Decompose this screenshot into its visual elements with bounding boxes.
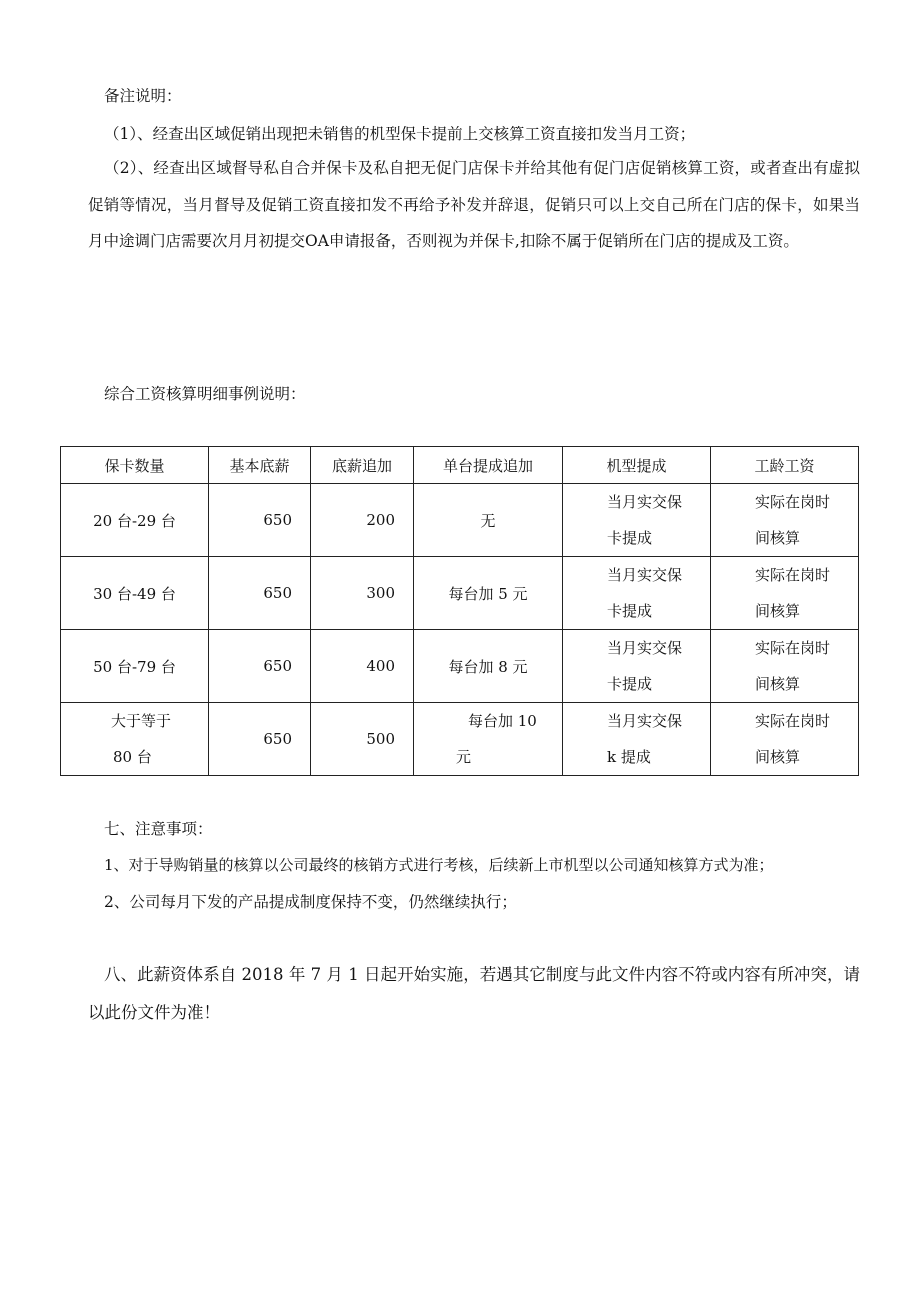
cell-salary-addition: 500 bbox=[311, 703, 414, 776]
cell-text: 间核算 bbox=[755, 675, 801, 693]
cell-unit-commission bbox=[414, 557, 563, 630]
cell-text: 卡提成 bbox=[607, 602, 653, 620]
cell-text: 间核算 bbox=[755, 529, 801, 547]
cell-text: 20 台-29 台 bbox=[93, 511, 176, 530]
section7-title: 七、注意事项： bbox=[104, 820, 213, 838]
section7-item-1: 1、对于导购销量的核算以公司最终的核销方式进行考核，后续新上市机型以公司通知核算方式为准； bbox=[104, 856, 774, 874]
cell-text: 实际在岗时 bbox=[755, 712, 831, 730]
cell-text: 80 台 bbox=[113, 748, 152, 766]
cell-salary-addition: 200 bbox=[311, 484, 414, 557]
cell-base-salary: 650 bbox=[209, 484, 311, 557]
cell-model-commission bbox=[563, 630, 711, 703]
cell-text: 无 bbox=[480, 511, 496, 530]
header-salary-addition: 底薪追加 bbox=[311, 447, 414, 484]
cell-salary-addition: 400 bbox=[311, 630, 414, 703]
cell-unit-commission bbox=[414, 703, 563, 776]
cell-seniority-pay bbox=[711, 557, 859, 630]
table-row bbox=[61, 630, 859, 703]
cell-text: 实际在岗时 bbox=[755, 493, 831, 511]
cell-unit-commission bbox=[414, 630, 563, 703]
table-row bbox=[61, 703, 859, 776]
notes-item-1: （1）、经查出区域促销出现把未销售的机型保卡提前上交核算工资直接扣发当月工资； bbox=[104, 125, 696, 143]
notes-title: 备注说明： bbox=[104, 87, 182, 105]
cell-text: 大于等于 bbox=[111, 712, 172, 730]
example-title: 综合工资核算明细事例说明： bbox=[104, 385, 306, 403]
cell-text: 当月实交保 bbox=[607, 493, 683, 511]
cell-seniority-pay bbox=[711, 484, 859, 557]
table-row bbox=[61, 557, 859, 630]
cell-card-count bbox=[61, 630, 209, 703]
table-row bbox=[61, 484, 859, 557]
cell-text: k 提成 bbox=[607, 748, 651, 766]
cell-base-salary: 650 bbox=[209, 703, 311, 776]
cell-text: 当月实交保 bbox=[607, 566, 683, 584]
cell-text: 每台加 8 元 bbox=[448, 657, 528, 676]
cell-base-salary: 650 bbox=[209, 630, 311, 703]
cell-text: 50 台-79 台 bbox=[93, 657, 176, 676]
cell-text: 每台加 5 元 bbox=[448, 584, 528, 603]
cell-salary-addition: 300 bbox=[311, 557, 414, 630]
cell-text: 卡提成 bbox=[607, 675, 653, 693]
cell-text: 间核算 bbox=[755, 748, 801, 766]
cell-seniority-pay bbox=[711, 630, 859, 703]
cell-model-commission bbox=[563, 557, 711, 630]
table-header-row bbox=[61, 447, 859, 484]
cell-text: 间核算 bbox=[755, 602, 801, 620]
cell-text: 卡提成 bbox=[607, 529, 653, 547]
header-unit-commission: 单台提成追加 bbox=[414, 447, 563, 484]
header-model-commission: 机型提成 bbox=[563, 447, 711, 484]
cell-text: 实际在岗时 bbox=[755, 566, 831, 584]
header-seniority-pay: 工龄工资 bbox=[711, 447, 859, 484]
cell-text: 30 台-49 台 bbox=[93, 584, 176, 603]
cell-card-count bbox=[61, 557, 209, 630]
cell-model-commission bbox=[563, 703, 711, 776]
cell-text: 当月实交保 bbox=[607, 712, 683, 730]
cell-model-commission bbox=[563, 484, 711, 557]
cell-text: 实际在岗时 bbox=[755, 639, 831, 657]
cell-seniority-pay bbox=[711, 703, 859, 776]
cell-text: 当月实交保 bbox=[607, 639, 683, 657]
cell-text: 元 bbox=[456, 748, 472, 766]
header-base-salary: 基本底薪 bbox=[209, 447, 311, 484]
cell-card-count bbox=[61, 484, 209, 557]
cell-unit-commission bbox=[414, 484, 563, 557]
section7-item-2: 2、公司每月下发的产品提成制度保持不变，仍然继续执行； bbox=[104, 893, 517, 911]
header-card-count: 保卡数量 bbox=[61, 447, 209, 484]
salary-table bbox=[60, 446, 859, 776]
cell-card-count bbox=[61, 703, 209, 776]
section8-text: 八、此薪资体系自 2018 年 7 月 1 日起开始实施，若遇其它制度与此文件内容不符或内容有所冲突，请以此份文件为准！ bbox=[88, 965, 860, 1022]
cell-text: 每台加 10 bbox=[468, 712, 537, 730]
cell-base-salary: 650 bbox=[209, 557, 311, 630]
notes-item-2: （2）、经查出区域督导私自合并保卡及私自把无促门店保卡并给其他有促门店促销核算工资，或者查出有虚拟促销等情况，当月督导及促销工资直接扣发不再给予补发并辞退，促销只可以上交自己所在门店的保卡，如果当月中途调门店需要次月月初提交OA申请报备，否则视为并保卡,扣除不属于促销所在门店的提成及工资。 bbox=[88, 159, 860, 250]
